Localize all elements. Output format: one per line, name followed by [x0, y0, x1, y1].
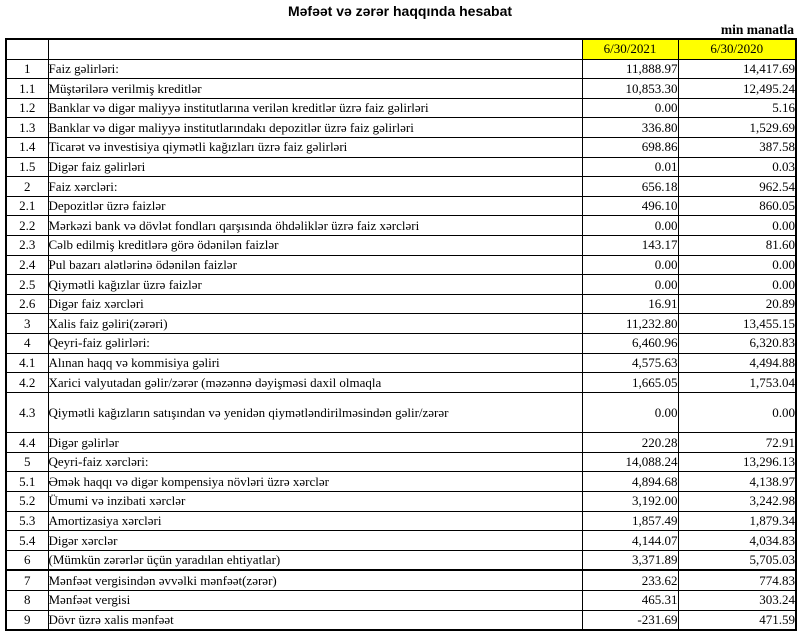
table-row: [6, 79, 796, 99]
row-label-cell: Dövr üzrə xalis mənfəət: [48, 610, 582, 630]
value-2021-cell: -231.69: [582, 610, 678, 630]
table-row: [6, 137, 796, 157]
row-number-cell: 4.3: [6, 392, 48, 433]
value-2021-cell: 3,371.89: [582, 550, 678, 570]
row-label-cell: Digər faiz gəlirləri: [48, 157, 582, 177]
row-number-cell: 5.3: [6, 511, 48, 531]
column-header-2021: 6/30/2021: [582, 39, 678, 59]
value-2021-cell: 0.00: [582, 392, 678, 433]
value-2021-cell: 4,575.63: [582, 353, 678, 373]
table-row: [6, 550, 796, 570]
table-row: [6, 392, 796, 433]
table-row: [6, 511, 796, 531]
value-2021-cell: 3,192.00: [582, 491, 678, 511]
value-2021-cell: 496.10: [582, 196, 678, 216]
value-2020-cell: 303.24: [678, 590, 796, 610]
row-number-cell: 1.1: [6, 79, 48, 99]
table-row: [6, 294, 796, 314]
row-number-cell: 2.5: [6, 275, 48, 295]
row-number-cell: 5.4: [6, 531, 48, 551]
header-empty-label-cell: [48, 39, 582, 59]
table-row: [6, 235, 796, 255]
row-label-cell: Qiymətli kağızlar üzrə faizlər: [48, 275, 582, 295]
row-label-cell: Mənfəət vergisindən əvvəlki mənfəət(zərər): [48, 570, 582, 590]
row-number-cell: 3: [6, 314, 48, 334]
value-2020-cell: 4,034.83: [678, 531, 796, 551]
column-header-2020: 6/30/2020: [678, 39, 796, 59]
value-2021-cell: 220.28: [582, 433, 678, 453]
value-2021-cell: 4,144.07: [582, 531, 678, 551]
table-row: [6, 275, 796, 295]
value-2020-cell: 3,242.98: [678, 491, 796, 511]
value-2021-cell: 0.00: [582, 255, 678, 275]
value-2021-cell: 0.00: [582, 275, 678, 295]
row-number-cell: 2: [6, 177, 48, 197]
row-label-cell: Xarici valyutadan gəlir/zərər (məzənnə dəyişməsi daxil olmaqla: [48, 373, 582, 393]
table-row: [6, 353, 796, 373]
value-2020-cell: 0.00: [678, 392, 796, 433]
value-2021-cell: 11,888.97: [582, 59, 678, 79]
value-2021-cell: 4,894.68: [582, 472, 678, 492]
row-label-cell: Digər faiz xərcləri: [48, 294, 582, 314]
value-2021-cell: 233.62: [582, 570, 678, 590]
row-label-cell: Faiz xərcləri:: [48, 177, 582, 197]
report-table-body: [6, 59, 796, 630]
table-row: [6, 570, 796, 590]
row-label-cell: Qeyri-faiz xərcləri:: [48, 452, 582, 472]
table-row: [6, 333, 796, 353]
unit-label: min manatla: [720, 21, 794, 37]
value-2020-cell: 5.16: [678, 98, 796, 118]
row-label-cell: Mərkəzi bank və dövlət fondları qarşısında öhdəliklər üzrə faiz xərcləri: [48, 216, 582, 236]
row-label-cell: Qiymətli kağızların satışından və yenidən qiymətləndirilməsindən gəlir/zərər: [48, 392, 582, 433]
value-2021-cell: 0.00: [582, 216, 678, 236]
row-number-cell: 9: [6, 610, 48, 630]
value-2020-cell: 13,296.13: [678, 452, 796, 472]
table-row: [6, 610, 796, 630]
row-label-cell: Digər gəlirlər: [48, 433, 582, 453]
row-number-cell: 5: [6, 452, 48, 472]
value-2020-cell: 72.91: [678, 433, 796, 453]
row-number-cell: 1.2: [6, 98, 48, 118]
row-label-cell: Faiz gəlirləri:: [48, 59, 582, 79]
header-empty-number-cell: [6, 39, 48, 59]
row-number-cell: 5.2: [6, 491, 48, 511]
value-2021-cell: 336.80: [582, 118, 678, 138]
value-2021-cell: 11,232.80: [582, 314, 678, 334]
value-2021-cell: 6,460.96: [582, 333, 678, 353]
table-row: [6, 118, 796, 138]
value-2021-cell: 10,853.30: [582, 79, 678, 99]
row-number-cell: 2.1: [6, 196, 48, 216]
value-2020-cell: 1,879.34: [678, 511, 796, 531]
row-number-cell: 1.3: [6, 118, 48, 138]
value-2020-cell: 962.54: [678, 177, 796, 197]
row-number-cell: 8: [6, 590, 48, 610]
row-label-cell: Alınan haqq və kommisiya gəliri: [48, 353, 582, 373]
value-2021-cell: 14,088.24: [582, 452, 678, 472]
value-2020-cell: 6,320.83: [678, 333, 796, 353]
value-2020-cell: 4,138.97: [678, 472, 796, 492]
row-number-cell: 1.4: [6, 137, 48, 157]
row-label-cell: Banklar və digər maliyyə institutlarına verilən kreditlər üzrə faiz gəlirləri: [48, 98, 582, 118]
row-number-cell: 1: [6, 59, 48, 79]
value-2021-cell: 0.01: [582, 157, 678, 177]
row-number-cell: 2.6: [6, 294, 48, 314]
table-row: [6, 177, 796, 197]
row-label-cell: Ümumi və inzibati xərclər: [48, 491, 582, 511]
row-number-cell: 2.3: [6, 235, 48, 255]
row-number-cell: 2.4: [6, 255, 48, 275]
value-2020-cell: 20.89: [678, 294, 796, 314]
page-title: Məfəət və zərər haqqında hesabat: [287, 3, 513, 19]
row-number-cell: 6: [6, 550, 48, 570]
row-label-cell: Ticarət və investisiya qiymətli kağızları üzrə faiz gəlirləri: [48, 137, 582, 157]
value-2020-cell: 471.59: [678, 610, 796, 630]
row-number-cell: 4.4: [6, 433, 48, 453]
row-label-cell: Qeyri-faiz gəlirləri:: [48, 333, 582, 353]
row-label-cell: (Mümkün zərərlər üçün yaradılan ehtiyatlar): [48, 550, 582, 570]
value-2020-cell: 1,529.69: [678, 118, 796, 138]
row-label-cell: Digər xərclər: [48, 531, 582, 551]
report-table: [5, 38, 797, 631]
value-2021-cell: 698.86: [582, 137, 678, 157]
value-2021-cell: 1,665.05: [582, 373, 678, 393]
row-number-cell: 5.1: [6, 472, 48, 492]
row-number-cell: 1.5: [6, 157, 48, 177]
value-2020-cell: 12,495.24: [678, 79, 796, 99]
row-number-cell: 2.2: [6, 216, 48, 236]
row-label-cell: Amortizasiya xərcləri: [48, 511, 582, 531]
value-2021-cell: 1,857.49: [582, 511, 678, 531]
row-label-cell: Xalis faiz gəliri(zərəri): [48, 314, 582, 334]
table-row: [6, 491, 796, 511]
value-2020-cell: 13,455.15: [678, 314, 796, 334]
value-2020-cell: 0.00: [678, 275, 796, 295]
table-row: [6, 255, 796, 275]
row-label-cell: Cəlb edilmiş kreditlərə görə ödənilən faizlər: [48, 235, 582, 255]
row-number-cell: 4: [6, 333, 48, 353]
table-row: [6, 472, 796, 492]
value-2020-cell: 1,753.04: [678, 373, 796, 393]
value-2020-cell: 4,494.88: [678, 353, 796, 373]
value-2021-cell: 656.18: [582, 177, 678, 197]
table-row: [6, 433, 796, 453]
value-2020-cell: 0.00: [678, 255, 796, 275]
table-header-row: [6, 39, 796, 59]
value-2021-cell: 0.00: [582, 98, 678, 118]
table-row: [6, 98, 796, 118]
row-label-cell: Mənfəət vergisi: [48, 590, 582, 610]
value-2020-cell: 81.60: [678, 235, 796, 255]
row-label-cell: Banklar və digər maliyyə institutlarındakı depozitlər üzrə faiz gəlirləri: [48, 118, 582, 138]
table-row: [6, 157, 796, 177]
row-label-cell: Pul bazarı alətlərinə ödənilən faizlər: [48, 255, 582, 275]
value-2021-cell: 143.17: [582, 235, 678, 255]
value-2020-cell: 387.58: [678, 137, 796, 157]
table-row: [6, 314, 796, 334]
table-row: [6, 373, 796, 393]
table-row: [6, 590, 796, 610]
table-row: [6, 216, 796, 236]
value-2020-cell: 14,417.69: [678, 59, 796, 79]
value-2020-cell: 0.00: [678, 216, 796, 236]
value-2021-cell: 465.31: [582, 590, 678, 610]
row-label-cell: Müştərilərə verilmiş kreditlər: [48, 79, 582, 99]
table-row: [6, 59, 796, 79]
row-label-cell: Əmək haqqı və digər kompensiya növləri üzrə xərclər: [48, 472, 582, 492]
value-2020-cell: 774.83: [678, 570, 796, 590]
table-row: [6, 531, 796, 551]
value-2020-cell: 5,705.03: [678, 550, 796, 570]
row-number-cell: 4.1: [6, 353, 48, 373]
value-2021-cell: 16.91: [582, 294, 678, 314]
table-row: [6, 196, 796, 216]
value-2020-cell: 0.03: [678, 157, 796, 177]
row-number-cell: 7: [6, 570, 48, 590]
table-row: [6, 452, 796, 472]
row-label-cell: Depozitlər üzrə faizlər: [48, 196, 582, 216]
row-number-cell: 4.2: [6, 373, 48, 393]
value-2020-cell: 860.05: [678, 196, 796, 216]
